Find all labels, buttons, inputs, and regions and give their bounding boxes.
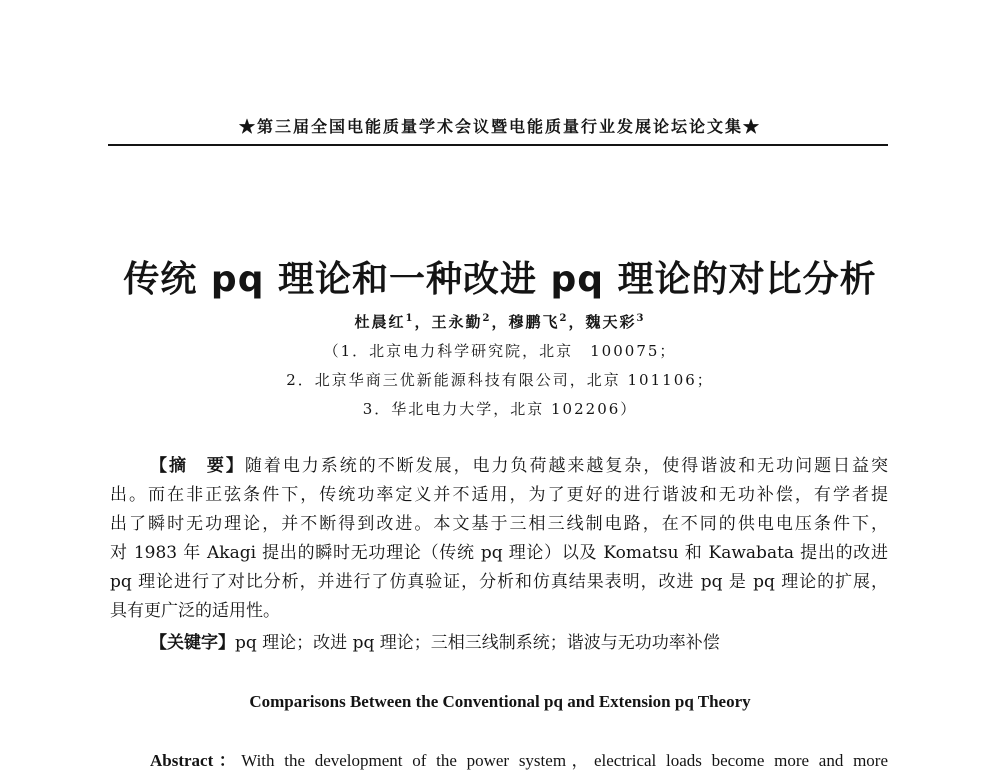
abstract-line: 对 1983 年 Akagi 提出的瞬时无功理论（传统 pq 理论）以及 Komatsu 和 Kawabata 提出的改进 bbox=[110, 543, 888, 563]
english-abstract-label: Abstract： bbox=[150, 751, 242, 770]
author-name: 魏天彩 bbox=[585, 313, 637, 331]
affiliation-line: 2．北京华商三优新能源科技有限公司，北京 101106； bbox=[286, 371, 714, 389]
chinese-abstract bbox=[110, 452, 888, 626]
abstract-line: 出。而在非正弦条件下，传统功率定义并不适用，为了更好的进行谐波和无功补偿，有学者提 bbox=[110, 485, 888, 505]
paper-title: 传统 pq 理论和一种改进 pq 理论的对比分析 bbox=[123, 259, 877, 300]
abstract-line-text: 随着电力系统的不断发展，电力负荷越来越复杂，使得谐波和无功问题日益突 bbox=[244, 456, 888, 476]
abstract-line: pq 理论进行了对比分析，并进行了仿真验证，分析和仿真结果表明，改进 pq 是 pq 理论的扩展， bbox=[110, 572, 888, 592]
proceedings-header: ★第三届全国电能质量学术会议暨电能质量行业发展论坛论文集★ bbox=[238, 117, 761, 136]
author-affiliation-mark: 3 bbox=[636, 313, 646, 324]
abstract-line: 出了瞬时无功理论，并不断得到改进。本文基于三相三线制电路，在不同的供电电压条件下， bbox=[110, 514, 888, 534]
affiliation-line: （1．北京电力科学研究院，北京 100075； bbox=[323, 342, 677, 360]
english-abstract-text: With the development of the power system，electrical loads become more and more bbox=[241, 751, 888, 770]
author-list bbox=[0, 312, 1000, 332]
keywords-text: pq 理论；改进 pq 理论；三相三线制系统；谐波与无功功率补偿 bbox=[235, 633, 720, 653]
english-abstract bbox=[150, 750, 888, 772]
chinese-keywords bbox=[150, 629, 888, 658]
author-affiliation-mark: 2 bbox=[559, 313, 569, 324]
author-name: 杜晨红 bbox=[354, 313, 406, 331]
author-name: 穆鹏飞 bbox=[508, 313, 560, 331]
header-rule bbox=[108, 144, 888, 146]
english-title: Comparisons Between the Conventional pq and Extension pq Theory bbox=[249, 692, 751, 711]
author-separator: ， bbox=[568, 313, 586, 331]
author-affiliation-mark: 2 bbox=[482, 313, 492, 324]
author-affiliation-mark: 1 bbox=[405, 313, 415, 324]
author-name: 王永勤 bbox=[431, 313, 483, 331]
abstract-label: 【摘 要】 bbox=[150, 456, 245, 476]
abstract-line: 具有更广泛的适用性。 bbox=[110, 601, 280, 621]
abstract-line bbox=[110, 452, 888, 481]
author-separator: ， bbox=[491, 313, 509, 331]
keywords-label: 【关键字】 bbox=[150, 633, 235, 653]
author-separator: ， bbox=[414, 313, 432, 331]
affiliation-line: 3．华北电力大学，北京 102206） bbox=[362, 400, 638, 418]
